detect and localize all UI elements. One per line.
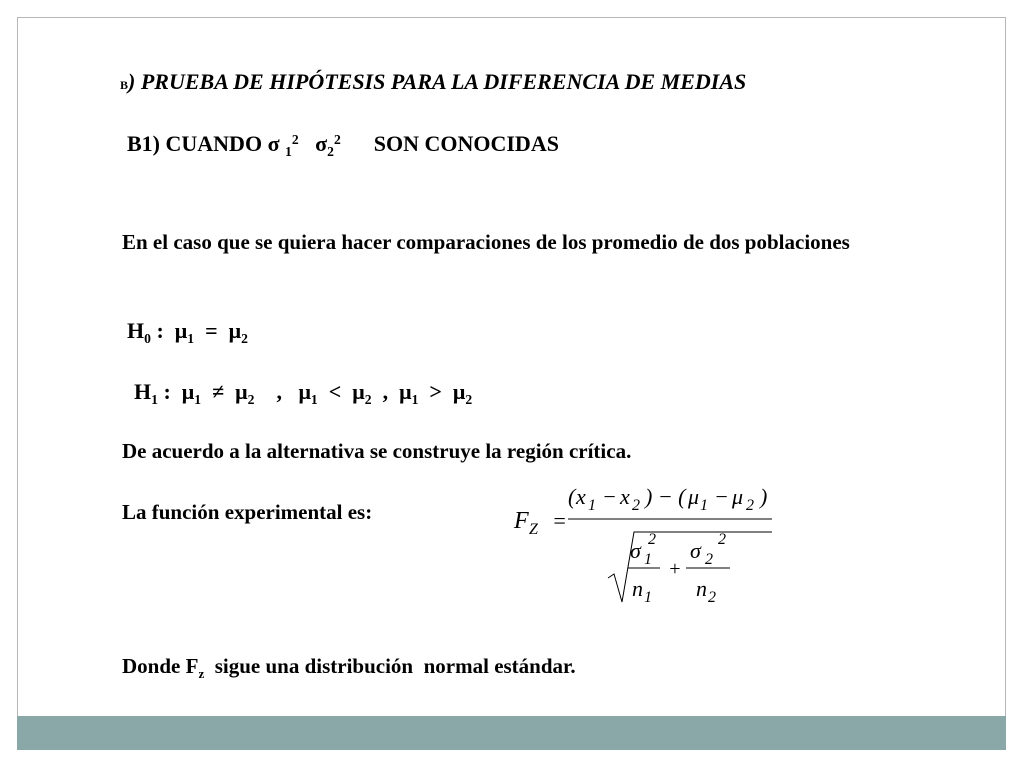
den-n1-sub: 1 bbox=[644, 589, 652, 606]
den-sigma2: σ bbox=[690, 538, 701, 563]
den-sigma2-sup: 2 bbox=[718, 531, 726, 548]
case-heading: B1) CUANDO σ $_1^2$ $\sigma_2^2$ SON CONOCIDAS bbox=[127, 131, 559, 159]
den-n1: n bbox=[632, 576, 643, 601]
num-mu2: μ bbox=[732, 484, 744, 509]
region-text: De acuerdo a la alternativa se construye la región crítica. bbox=[122, 439, 632, 463]
den-n2: n bbox=[696, 576, 707, 601]
num-minus2: − bbox=[714, 484, 729, 509]
num-mid: ) − ( bbox=[645, 484, 686, 509]
num-x1: x bbox=[576, 484, 586, 509]
den-sigma1: σ bbox=[630, 538, 641, 563]
test-statistic-formula bbox=[510, 480, 780, 610]
num-open: ( bbox=[568, 484, 576, 509]
num-mu1: μ bbox=[688, 484, 700, 509]
den-sigma1-sup: 2 bbox=[648, 531, 656, 548]
null-hypothesis: $H_0$ : $\mu_1 = \mu_2$ bbox=[127, 318, 248, 346]
num-x1-sub: 1 bbox=[588, 497, 596, 514]
num-mu2-sub: 2 bbox=[746, 497, 754, 514]
num-x2: x bbox=[620, 484, 630, 509]
den-n2-sub: 2 bbox=[708, 589, 716, 606]
den-sigma2-sub: 2 bbox=[705, 551, 713, 568]
formula-equals: = bbox=[552, 508, 567, 533]
bottom-bar bbox=[17, 716, 1006, 750]
slide-title: B) PRUEBA DE HIPÓTESIS PARA LA DIFERENCIA DE MEDIAS bbox=[120, 69, 747, 94]
den-sigma1-sub: 1 bbox=[644, 551, 652, 568]
formula-lhs-sub: Z bbox=[529, 521, 538, 538]
conclusion-text: Donde $F_z$ sigue una distribución normal estándar. bbox=[122, 654, 576, 681]
num-minus1: − bbox=[602, 484, 617, 509]
formula-lhs: F bbox=[514, 508, 529, 534]
intro-paragraph: En el caso que se quiera hacer comparaciones de los promedio de dos poblaciones bbox=[122, 230, 850, 254]
num-x2-sub: 2 bbox=[632, 497, 640, 514]
num-mu1-sub: 1 bbox=[700, 497, 708, 514]
function-label: La función experimental es: bbox=[122, 500, 373, 524]
num-close: ) bbox=[760, 484, 768, 509]
den-plus: + bbox=[668, 558, 682, 580]
alternative-hypothesis: $H_1$ : $\mu_1 \ne \mu_2$ , $\mu_1 < \mu_2$ , $\mu_1 > \mu_2$ bbox=[134, 379, 473, 407]
